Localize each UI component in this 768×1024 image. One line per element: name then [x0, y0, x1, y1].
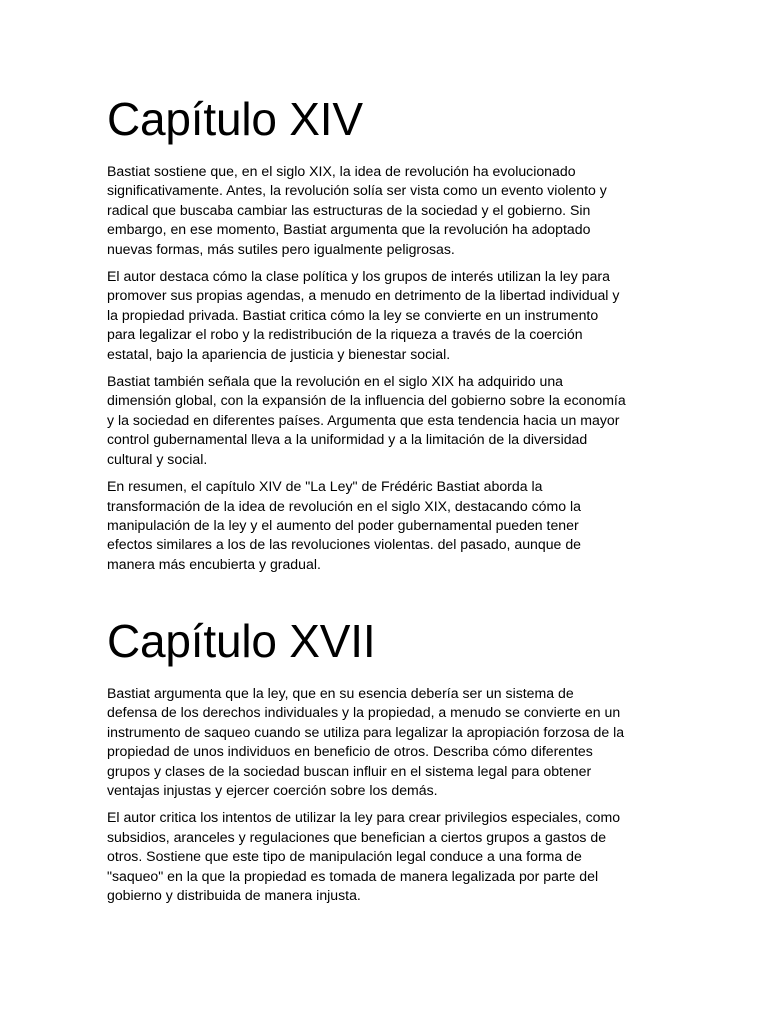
paragraph: Bastiat sostiene que, en el siglo XIX, la idea de revolución ha evolucionado significativamente. Antes, la revolución solía ser vista como un evento violento y radical que buscaba cambiar las estructuras de la sociedad y el gobierno. Sin embargo, en ese momento, Bastiat argumenta que la revolución ha adoptado nuevas formas, más sutiles pero igualmente peligrosas. — [107, 163, 607, 257]
chapter-xiv-section — [107, 92, 663, 582]
chapter-title: Capítulo XIV — [107, 93, 363, 145]
paragraph: En resumen, el capítulo XIV de "La Ley" de Frédéric Bastiat aborda la transformación de la idea de revolución en el siglo XIX, destacando cómo la manipulación de la ley y el aumento del poder gubernamental pueden tener efectos similares a los de las revoluciones violentas. del pasado, aunque de manera más encubierta y gradual. — [107, 478, 581, 572]
chapter-xvii-section — [107, 614, 663, 913]
paragraph: Bastiat también señala que la revolución en el siglo XIX ha adquirido una dimensión global, con la expansión de la influencia del gobierno sobre la economía y la sociedad en diferentes países. Argumenta que esta tendencia hacia un mayor control gubernamental lleva a la uniformidad y a la limitación de la diversidad cultural y social. — [107, 373, 626, 467]
paragraph: Bastiat argumenta que la ley, que en su esencia debería ser un sistema de defensa de los derechos individuales y la propiedad, a menudo se convierte en un instrumento de saqueo cuando se utiliza para legalizar la apropiación forzosa de la propiedad de unos individuos en beneficio de otros. Describa cómo diferentes grupos y clases de la sociedad buscan influir en el sistema legal para obtener ventajas injustas y ejercer coerción sobre los demás. — [107, 685, 625, 799]
paragraph: El autor destaca cómo la clase política y los grupos de interés utilizan la ley para promover sus propias agendas, a menudo en detrimento de la libertad individual y la propiedad privada. Bastiat critica cómo la ley se convierte en un instrumento para legalizar el robo y la redistribución de la riqueza a través de la coerción estatal, bajo la apariencia de justicia y bienestar social. — [107, 268, 620, 362]
chapter-title: Capítulo XVII — [107, 615, 376, 667]
paragraph: El autor critica los intentos de utilizar la ley para crear privilegios especiales, como subsidios, aranceles y regulaciones que benefician a ciertos grupos a gastos de otros. Sostiene que este tipo de manipulación legal conduce a una forma de "saqueo" en la que la propiedad es tomada de manera legalizada por parte del gobierno y distribuida de manera injusta. — [107, 809, 621, 904]
